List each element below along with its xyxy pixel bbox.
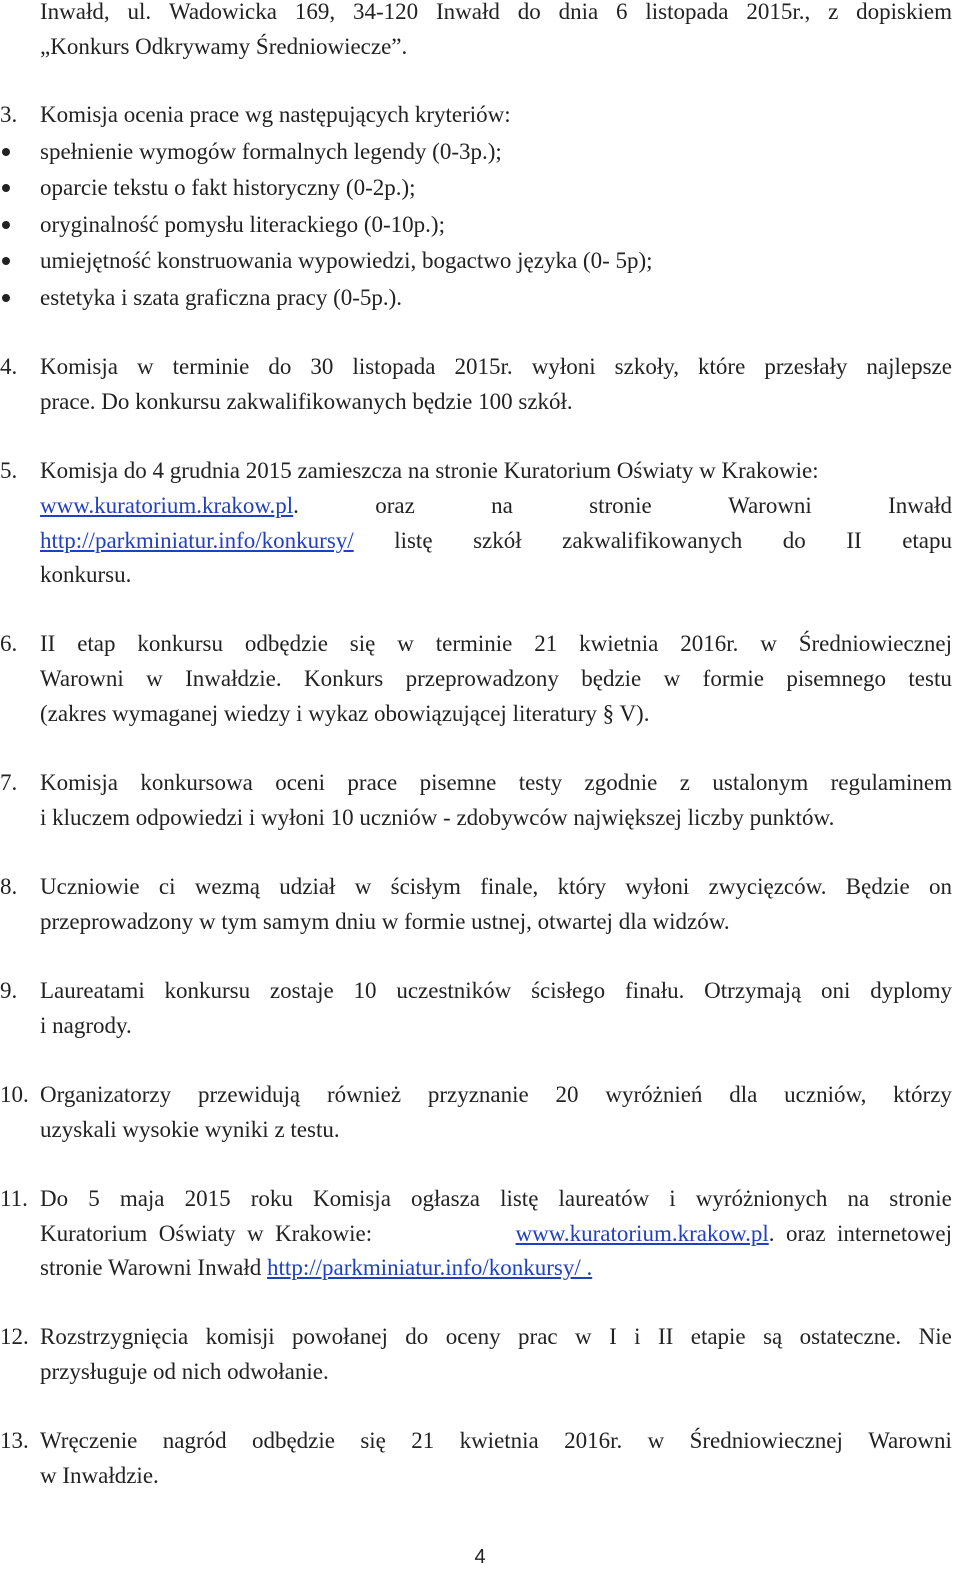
word: I — [609, 1324, 617, 1349]
word: Rozstrzygnięcia — [40, 1324, 189, 1349]
word: 2015r. — [454, 354, 513, 379]
criterion-item: oryginalność pomysłu literackiego (0-10p.); — [40, 212, 445, 237]
word: Warowni — [40, 666, 124, 691]
word: Średniowiecznej — [798, 631, 952, 656]
word: 5 — [88, 1186, 100, 1211]
word: konkursu — [137, 631, 224, 656]
word: Średniowiecznej — [689, 1428, 843, 1453]
item-3-text: Komisja ocenia prace wg następujących kryteriów: — [40, 102, 511, 127]
item-6-line-2 — [40, 662, 952, 696]
item-11-line-2-post: . oraz internetowej — [768, 1221, 952, 1246]
word: 20 — [555, 1082, 579, 1107]
bullet-icon — [2, 221, 10, 229]
item-5-line-3 — [40, 524, 952, 558]
item-6-line-1 — [40, 627, 952, 661]
bullet-icon — [2, 257, 10, 265]
item-10-number: 10. — [0, 1082, 29, 1107]
item-8-number: 8. — [0, 874, 18, 899]
word: przeprowadzony — [405, 666, 559, 691]
intro-line-1 — [40, 0, 952, 29]
word: nagród — [162, 1428, 227, 1453]
word: prac — [518, 1324, 558, 1349]
word: komisji — [205, 1324, 275, 1349]
word: dopiskiem — [856, 0, 952, 24]
word: na — [847, 1186, 870, 1211]
word: ostateczne. — [799, 1324, 902, 1349]
word: etapie — [690, 1324, 746, 1349]
word: zostaje — [269, 978, 334, 1003]
word: pisemne — [419, 770, 497, 795]
item-9-line-2: i nagrody. — [40, 1013, 132, 1038]
word: wyłoni — [625, 874, 690, 899]
parkminiatur-link[interactable]: http://parkminiatur.info/konkursy/ — [40, 528, 354, 553]
item-8-line-1 — [40, 870, 952, 904]
item-9-number: 9. — [0, 978, 18, 1003]
word: terminie — [435, 631, 513, 656]
word: wyróżnień — [605, 1082, 703, 1107]
criterion-item: spełnienie wymogów formalnych legendy (0-3p.); — [40, 139, 502, 164]
item-4-number: 4. — [0, 354, 18, 379]
word: pisemnego — [786, 666, 887, 691]
word: przewidują — [197, 1082, 301, 1107]
item-10-line-2: uzyskali wysokie wyniki z testu. — [40, 1117, 340, 1142]
word: w — [575, 1324, 592, 1349]
word: do — [405, 1324, 429, 1349]
word: kwietnia — [459, 1428, 539, 1453]
word: 10 — [353, 978, 377, 1003]
word: uczniów, — [784, 1082, 867, 1107]
word: Inwałd — [435, 0, 500, 24]
word: przyznanie — [427, 1082, 529, 1107]
word: Do — [40, 1186, 69, 1211]
item-10-line-1 — [40, 1078, 952, 1112]
word: finału. — [624, 978, 685, 1003]
word: dla — [729, 1082, 758, 1107]
word: Komisja — [40, 770, 118, 795]
word: wyłoni — [531, 354, 596, 379]
item-4-line-1 — [40, 350, 952, 384]
word: 30 — [310, 354, 334, 379]
word: II — [657, 1324, 674, 1349]
item-7-line-1 — [40, 766, 952, 800]
word: wyróżnionych — [695, 1186, 828, 1211]
word: w — [397, 631, 414, 656]
item-13-line-2: w Inwałdzie. — [40, 1463, 159, 1488]
word: w — [647, 1428, 665, 1453]
word: II — [846, 528, 862, 553]
word: 21 — [534, 631, 558, 656]
word: etap — [77, 631, 116, 656]
word: Uczniowie — [40, 874, 140, 899]
word: zwycięzców. — [708, 874, 827, 899]
item-5-number: 5. — [0, 458, 18, 483]
word: i — [669, 1186, 676, 1211]
word: 34-120 — [352, 0, 419, 24]
word: testu — [908, 666, 952, 691]
word: listopada — [352, 354, 436, 379]
word: oraz — [375, 493, 415, 518]
word: szkół — [473, 528, 522, 553]
word: uczestników — [396, 978, 512, 1003]
bullet-icon — [2, 294, 10, 302]
item-9-line-1 — [40, 974, 952, 1008]
item-5-line-1: Komisja do 4 grudnia 2015 zamieszcza na stronie Kuratorium Oświaty w Krakowie: — [40, 458, 819, 483]
word: konkursu — [164, 978, 251, 1003]
kuratorium-link[interactable]: www.kuratorium.krakow.pl — [40, 493, 294, 518]
word: który — [557, 874, 607, 899]
word: na — [491, 493, 513, 518]
word: którzy — [893, 1082, 952, 1107]
word: Otrzymają — [704, 978, 802, 1003]
word: z — [828, 0, 839, 24]
item-6-line-3: (zakres wymaganej wiedzy i wykaz obowiązującej literatury § V). — [40, 701, 650, 726]
item-4-line-2: prace. Do konkursu zakwalifikowanych będzie 100 szkół. — [40, 389, 573, 414]
word: zgodnie — [584, 770, 658, 795]
period: . — [293, 493, 299, 518]
word: Komisja — [312, 1186, 391, 1211]
item-11-line-2-pre: Kuratorium Oświaty w Krakowie: — [40, 1221, 373, 1246]
word: testy — [518, 770, 563, 795]
word: Wadowicka — [168, 0, 277, 24]
word: etapu — [902, 528, 952, 553]
item-5-line-4: konkursu. — [40, 562, 132, 587]
word: się — [360, 1428, 386, 1453]
word: Komisja — [40, 354, 118, 379]
word: ogłasza — [411, 1186, 480, 1211]
word: do — [782, 528, 806, 553]
word: dyplomy — [870, 978, 952, 1003]
word: w — [760, 631, 777, 656]
item-13-line-1 — [40, 1424, 952, 1458]
word: najlepsze — [866, 354, 952, 379]
word: listopada — [645, 0, 729, 24]
word: odbędzie — [251, 1428, 335, 1453]
item-7-line-2: i kluczem odpowiedzi i wyłoni 10 uczniów - zdobywców największej liczby punktów. — [40, 805, 835, 830]
word: które — [698, 354, 746, 379]
word: prace — [347, 770, 398, 795]
item-5-line-2 — [40, 489, 952, 523]
word: do — [517, 0, 541, 24]
word: udział — [279, 874, 336, 899]
word: Konkurs — [303, 666, 384, 691]
word: oceni — [275, 770, 326, 795]
word: formie — [702, 666, 764, 691]
word: on — [928, 874, 952, 899]
word: szkoły, — [614, 354, 679, 379]
criterion-item: umiejętność konstruowania wypowiedzi, bogactwo języka (0- 5p); — [40, 248, 653, 273]
page-number: 4 — [474, 1546, 486, 1568]
word: II — [40, 631, 56, 656]
word: Inwałd — [888, 493, 952, 518]
word: 169, — [294, 0, 336, 24]
word: ul. — [127, 0, 152, 24]
word: stronie — [589, 493, 652, 518]
word: do — [268, 354, 292, 379]
word: 2016r. — [680, 631, 739, 656]
item-11-line-2 — [40, 1217, 952, 1251]
word: Warowni — [868, 1428, 952, 1453]
word: Laureatami — [40, 978, 145, 1003]
word: i — [634, 1324, 641, 1349]
word: w — [354, 874, 372, 899]
criterion-item: oparcie tekstu o fakt historyczny (0-2p.); — [40, 175, 416, 200]
item-8-line-2: przeprowadzony w tym samym dniu w formie ustnej, otwartej dla widzów. — [40, 909, 730, 934]
kuratorium-link[interactable]: www.kuratorium.krakow.pl — [515, 1221, 769, 1246]
word: Inwałd, — [40, 0, 110, 24]
word: oni — [821, 978, 851, 1003]
word: powołanej — [292, 1324, 388, 1349]
word: dnia — [558, 0, 599, 24]
word: oceny — [445, 1324, 501, 1349]
word: w — [663, 666, 681, 691]
item-11-number: 11. — [0, 1186, 28, 1211]
word: przesłały — [764, 354, 848, 379]
item-13-number: 13. — [0, 1428, 29, 1453]
word: w — [146, 666, 163, 691]
word: ustalonym — [712, 770, 809, 795]
word: listę — [500, 1186, 539, 1211]
word: Inwałdzie. — [185, 666, 282, 691]
word: z — [679, 770, 690, 795]
item-7-number: 7. — [0, 770, 18, 795]
word: Wręczenie — [40, 1428, 138, 1453]
word: maja — [119, 1186, 165, 1211]
word: wezmą — [194, 874, 260, 899]
word: terminie — [172, 354, 250, 379]
word: ścisłym — [390, 874, 461, 899]
word: Organizatorzy — [40, 1082, 172, 1107]
item-11-line-1 — [40, 1182, 952, 1216]
bullet-icon — [2, 148, 10, 156]
bullet-icon — [2, 184, 10, 192]
word: również — [326, 1082, 402, 1107]
word: listę — [394, 528, 433, 553]
item-11-line-3-pre: stronie Warowni Inwałd — [40, 1255, 268, 1280]
item-6-number: 6. — [0, 631, 18, 656]
word: roku — [250, 1186, 293, 1211]
word: ścisłego — [531, 978, 606, 1003]
word: Będzie — [845, 874, 910, 899]
word: 21 — [411, 1428, 435, 1453]
word: są — [763, 1324, 783, 1349]
word: finale, — [480, 874, 539, 899]
word: 2016r. — [564, 1428, 623, 1453]
item-11-link-wrap — [516, 1217, 952, 1251]
item-3-number: 3. — [0, 102, 18, 127]
word: Nie — [918, 1324, 952, 1349]
word: odbędzie — [244, 631, 328, 656]
item-12-number: 12. — [0, 1324, 29, 1349]
word: ci — [158, 874, 176, 899]
word: konkursowa — [140, 770, 253, 795]
word: 2015r., — [746, 0, 811, 24]
item-12-line-2: przysługuje od nich odwołanie. — [40, 1359, 329, 1384]
word: się — [349, 631, 376, 656]
word: regulaminem — [830, 770, 952, 795]
word: zakwalifikowanych — [562, 528, 743, 553]
item-5-link-kuratorium-wrap — [40, 489, 299, 523]
word: Warowni — [728, 493, 812, 518]
parkminiatur-link[interactable]: http://parkminiatur.info/konkursy/ . — [267, 1255, 593, 1280]
word: kwietnia — [579, 631, 659, 656]
criterion-item: estetyka i szata graficzna pracy (0-5p.). — [40, 285, 403, 310]
intro-line-2: „Konkurs Odkrywamy Średniowiecze”. — [40, 34, 408, 59]
word: 2015 — [184, 1186, 231, 1211]
word: laureatów — [558, 1186, 650, 1211]
item-12-line-1 — [40, 1320, 952, 1354]
item-11-line-3 — [40, 1251, 592, 1285]
word: w — [137, 354, 154, 379]
word: 6 — [616, 0, 628, 24]
word: będzie — [581, 666, 642, 691]
word: stronie — [889, 1186, 952, 1211]
